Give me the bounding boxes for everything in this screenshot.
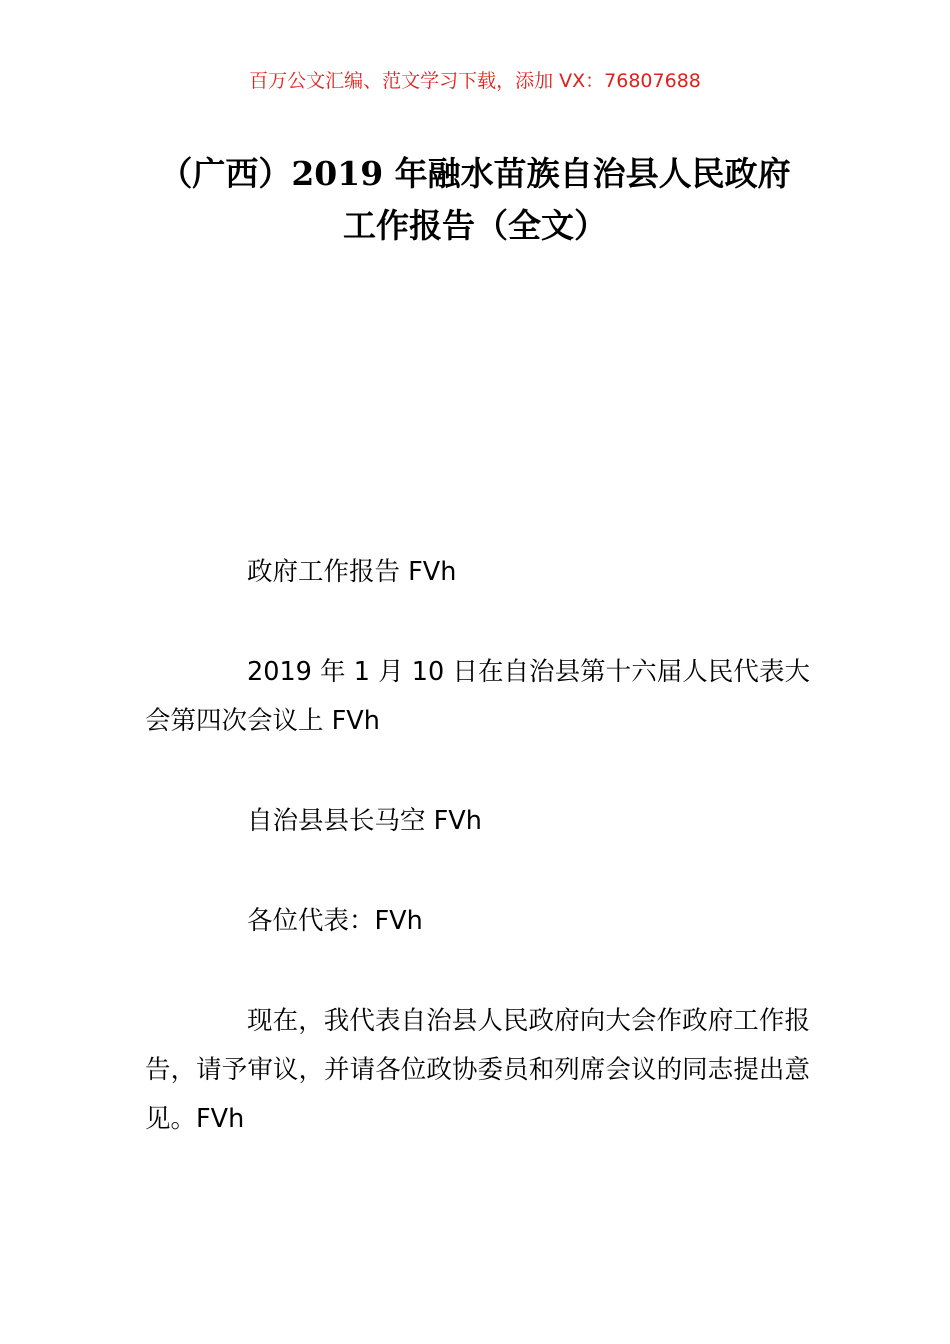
paragraph-speaker: 自治县县长马空 FVh	[247, 806, 482, 836]
paragraph-opening: 现在，我代表自治县人民政府向大会作政府工作报告，请予审议，并请各位政协委员和列席会议的同志提出意见。FVh	[145, 1006, 810, 1134]
watermark-header-note: 百万公文汇编、范文学习下载，添加 VX：76807688	[249, 70, 701, 92]
document-body	[145, 548, 810, 1144]
title-line-1: （广西）2019 年融水苗族自治县人民政府	[159, 154, 791, 193]
document-title	[120, 148, 830, 252]
title-line-2: 工作报告（全文）	[343, 206, 607, 245]
paragraph-salutation: 各位代表：FVh	[247, 906, 423, 936]
paragraph-report-label: 政府工作报告 FVh	[247, 557, 457, 587]
paragraph-meeting-date: 2019 年 1 月 10 日在自治县第十六届人民代表大会第四次会议上 FVh	[145, 657, 810, 736]
